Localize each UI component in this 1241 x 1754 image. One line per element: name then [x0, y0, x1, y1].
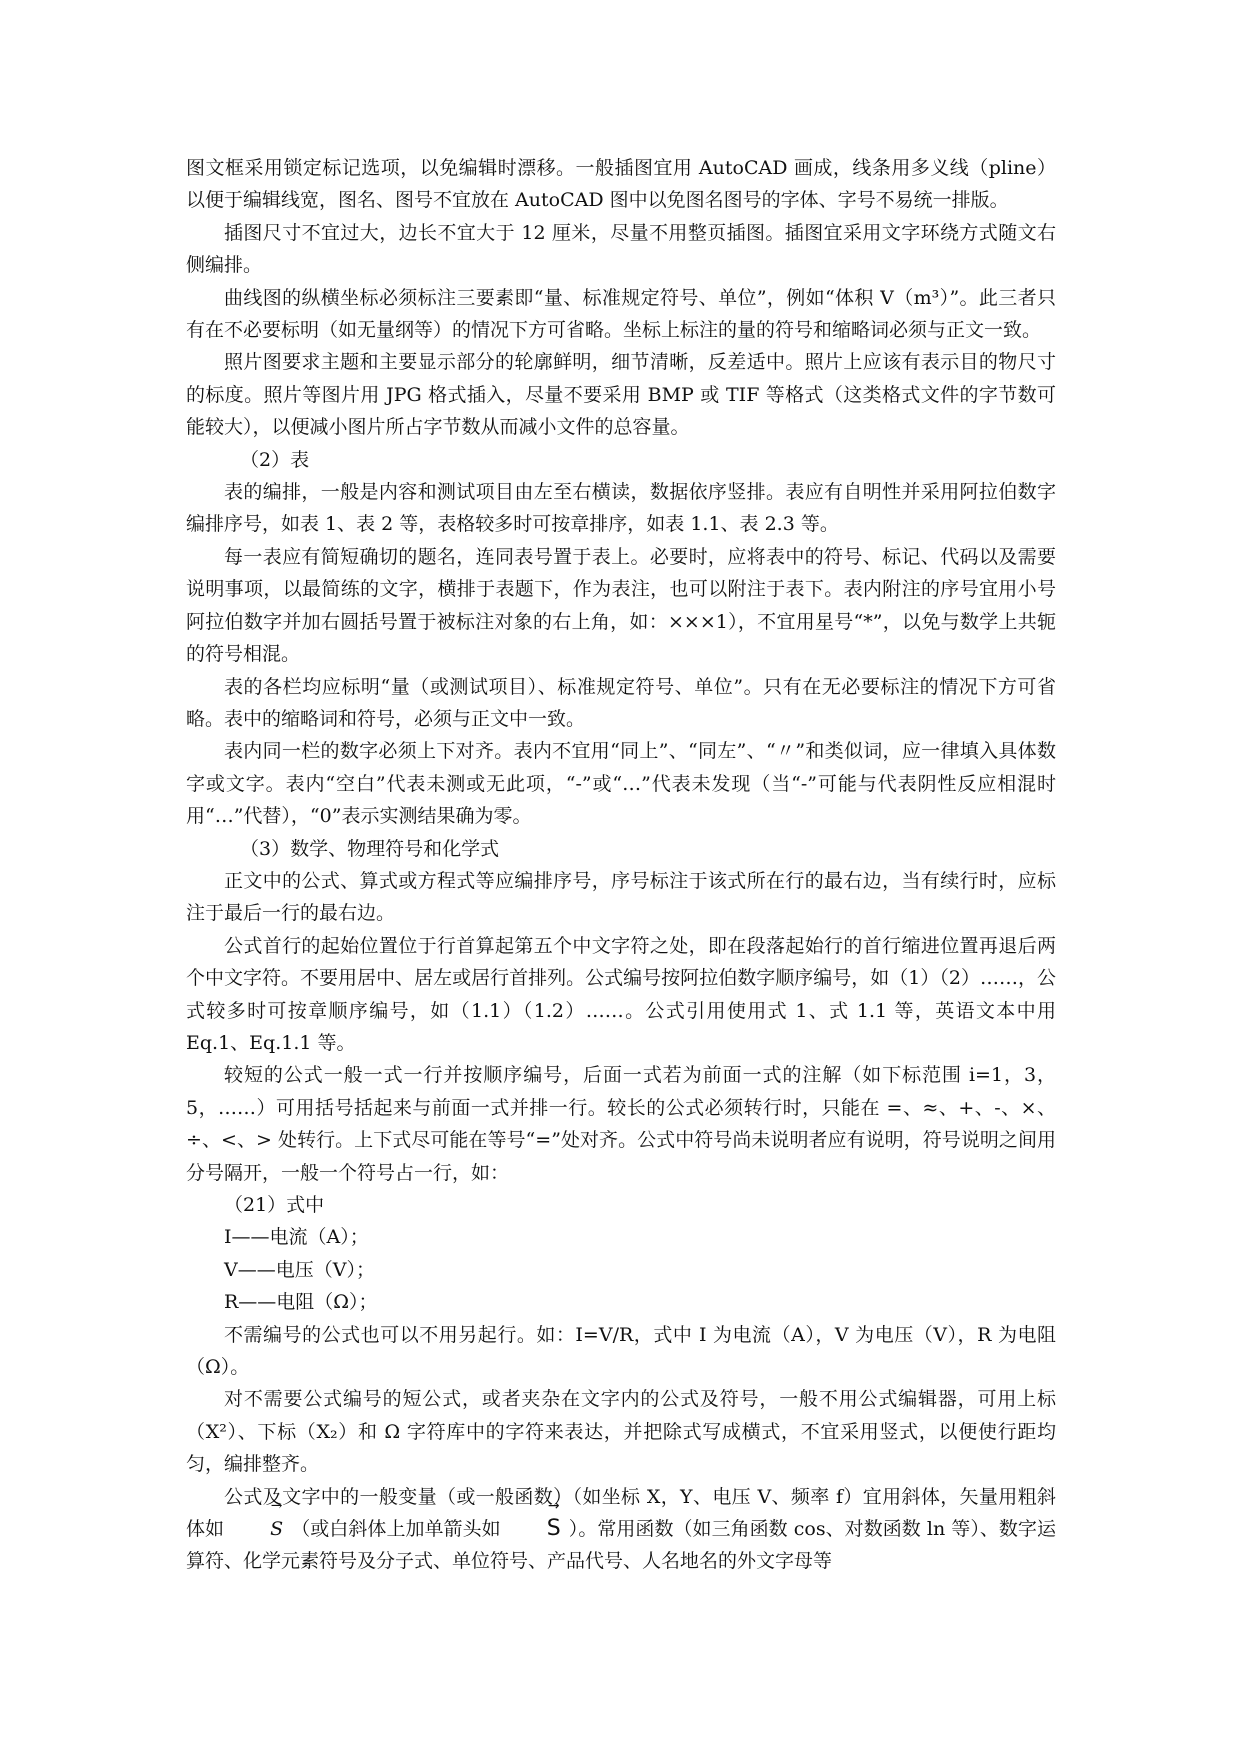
paragraph-table-title: 每一表应有简短确切的题名，连同表号置于表上。必要时，应将表中的符号、标记、代码以及需要说明事项，以最简练的文字，横排于表题下，作为表注，也可以附注于表下。表内附注的序号宜用小号阿拉伯数字并加右圆括号置于被标注对象的右上角，如：×××1），不宜用星号“*”，以免与数学上共轭的符号相混。 [186, 545, 1056, 666]
symbol-current: I——电流（A）； [224, 1226, 369, 1249]
paragraph-figure-size: 插图尺寸不宜过大，边长不宜大于 12 厘米，尽量不用整页插图。插图宜采用文字环绕方式随文右侧编排。 [186, 221, 1056, 277]
paragraph-formula-numbering: 正文中的公式、算式或方程式等应编排序号，序号标注于该式所在行的最右边，当有续行时，应标注于最后一行的最右边。 [186, 869, 1056, 925]
variables-text-part1: 公式及文字中的一般变量（或一般函数）（如坐标 X，Y、电压 V、频率 f）宜用斜体，矢量用粗斜体如 [186, 1485, 1056, 1541]
paragraph-photo: 照片图要求主题和主要显示部分的轮廓鲜明，细节清晰，反差适中。照片上应该有表示目的物尺寸的标度。照片等图片用 JPG 格式插入，尽量不要采用 BMP 或 TIF 等格式（这类格式文件的字节数可能较大），以便减小图片所占字节数从而减小文件的总容量。 [186, 351, 1056, 439]
paragraph-table-alignment: 表内同一栏的数字必须上下对齐。表内不宜用“同上”、“同左”、“〃”和类似词，应一律填入具体数字或文字。表内“空白”代表未测或无此项，“-”或“…”代表未发现（当“-”可能与代表阴性反应相混时用“…”代替），“0”表示实测结果确为零。 [186, 740, 1056, 828]
paragraph-short-formula: 较短的公式一般一式一行并按顺序编号，后面一式若为前面一式的注解（如下标范围 i=1，3，5，……）可用括号括起来与前面一式并排一行。较长的公式必须转行时，只能在 =、≈、+、-、×、÷、<、> 处转行。上下式尽可能在等号“=”处对齐。公式中符号尚未说明者应有说明，符号说明之间用分号隔开，一般一个符号占一行，如： [186, 1064, 1056, 1184]
section-heading-tables: （2）表 [240, 448, 310, 471]
vector-italic-s: → S [230, 1513, 285, 1545]
paragraph-table-layout: 表的编排，一般是内容和测试项目由左至右横读，数据依序竖排。表应有自明性并采用阿拉伯数字编排序号，如表 1、表 2 等，表格较多时可按章排序，如表 1.1、表 2.3 等。 [186, 481, 1056, 536]
variables-text-part3: ）。常用函数（如三角函数 cos、对数函数 ln 等）、数字运算符、化学元素符号及分子式、单位符号、产品代号、人名地名的外文字母等 [186, 1518, 1056, 1573]
paragraph-table-columns: 表的各栏均应标明“量（或测试项目）、标准规定符号、单位”。只有在无必要标注的情况下方可省略。表中的缩略词和符号，必须与正文中一致。 [186, 675, 1056, 730]
formula-label: （21）式中 [224, 1194, 325, 1216]
symbol-resistance: R——电阻（Ω）； [224, 1291, 378, 1314]
paragraph-curve-axes: 曲线图的纵横坐标必须标注三要素即“量、标准规定符号、单位”，例如“体积 V（m³）”。此三者只有在不必要标明（如无量纲等）的情况下方可省略。坐标上标注的量的符号和缩略词必须与正文一致。 [186, 286, 1056, 342]
section-heading-math: （3）数学、物理符号和化学式 [240, 837, 500, 860]
document-page [186, 152, 1056, 1578]
paragraph-inline-formula: 不需编号的公式也可以不用另起行。如：I=V/R，式中 I 为电流（A），V 为电压（V），R 为电阻（Ω）。 [186, 1323, 1056, 1379]
paragraph-superscript: 对不需要公式编号的短公式，或者夹杂在文字内的公式及符号，一般不用公式编辑器，可用上标（X²）、下标（X₂）和 Ω 字符库中的字符来表达，并把除式写成横式，不宜采用竖式，以便使行距均匀，编排整齐。 [186, 1388, 1056, 1476]
variables-text-part2: （或白斜体上加单箭头如 [291, 1518, 501, 1541]
paragraph-variables [186, 1481, 1056, 1578]
paragraph-figure-frame: 图文框采用锁定标记选项，以免编辑时漂移。一般插图宜用 AutoCAD 画成，线条用多义线（pline）以便于编辑线宽，图名、图号不宜放在 AutoCAD 图中以免图名图号的字体、字号不易统一排版。 [186, 157, 1056, 212]
symbol-voltage: V——电压（V）； [224, 1258, 375, 1281]
paragraph-formula-position: 公式首行的起始位置位于行首算起第五个中文字符之处，即在段落起始行的首行缩进位置再退后两个中文字符。不要用居中、居左或居行首排列。公式编号按阿拉伯数字顺序编号，如（1）（2）……，公式较多时可按章顺序编号，如（1.1）（1.2）……。公式引用使用式 1、式 1.1 等，英语文本中用 Eq.1、Eq.1.1 等。 [186, 934, 1056, 1054]
vector-plain-s: → S [507, 1513, 563, 1545]
